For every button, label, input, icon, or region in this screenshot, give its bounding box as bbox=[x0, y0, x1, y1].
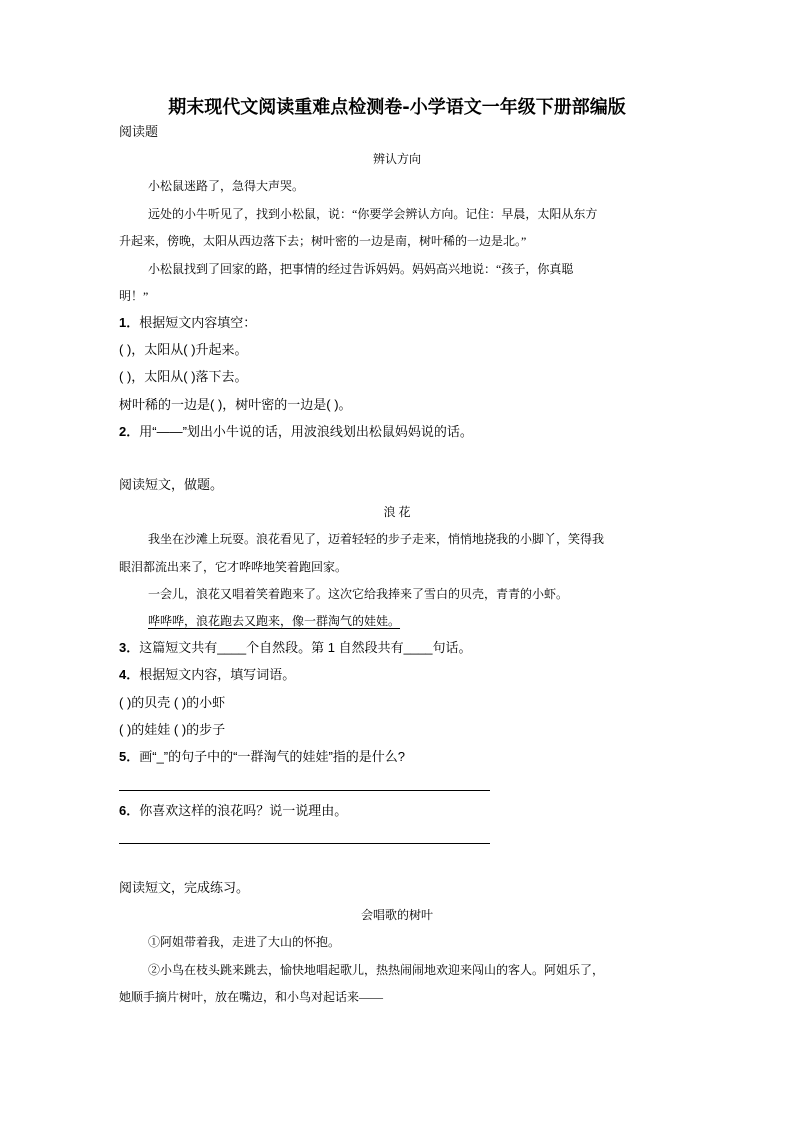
section2-heading: 阅读短文，做题。 bbox=[119, 477, 224, 492]
question-4 bbox=[119, 667, 295, 683]
question-text: 你喜欢这样的浪花吗？说一说理由。 bbox=[139, 803, 348, 818]
fill-blank-line: ( )，太阳从( )落下去。 bbox=[119, 369, 248, 384]
question-number: 2． bbox=[119, 424, 140, 439]
answer-line[interactable] bbox=[119, 790, 490, 791]
fill-blank-line: 树叶稀的一边是( )，树叶密的一边是( )。 bbox=[119, 397, 352, 412]
section3-paragraph: ①阿姐带着我，走进了大山的怀抱。 bbox=[148, 935, 341, 949]
section3-story-title: 会唱歌的树叶 bbox=[360, 908, 433, 922]
question-number: 6． bbox=[119, 803, 140, 818]
section3-paragraph: 她顺手摘片树叶，放在嘴边，和小鸟对起话来—— bbox=[119, 990, 384, 1004]
section2-story-title: 浪 花 bbox=[383, 505, 411, 519]
fill-blank-line: ( )的娃娃 ( )的步子 bbox=[119, 722, 226, 737]
section2-paragraph: 眼泪都流出来了，它才哗哗地笑着跑回家。 bbox=[119, 560, 348, 574]
section2-paragraph: 一会儿，浪花又唱着笑着跑来了。这次它给我捧来了雪白的贝壳，青青的小虾。 bbox=[148, 587, 569, 601]
question-text: 用“——”划出小牛说的话，用波浪线划出松鼠妈妈说的话。 bbox=[139, 424, 473, 439]
question-6 bbox=[119, 803, 347, 819]
section3-heading: 阅读短文，完成练习。 bbox=[119, 880, 250, 895]
section1-paragraph: 明！” bbox=[119, 289, 149, 303]
question-number: 5． bbox=[119, 749, 140, 764]
question-2 bbox=[119, 424, 473, 440]
question-text: 根据短文内容填空： bbox=[139, 315, 257, 330]
question-number: 3． bbox=[119, 640, 140, 655]
section1-paragraph: 远处的小牛听见了，找到小松鼠，说：“你要学会辨认方向。记住：早晨，太阳从东方 bbox=[148, 207, 598, 221]
page-title: 期末现代文阅读重难点检测卷-小学语文一年级下册部编版 bbox=[168, 97, 626, 118]
section1-story-title: 辨认方向 bbox=[372, 152, 421, 166]
question-5 bbox=[119, 749, 405, 765]
question-1 bbox=[119, 315, 256, 331]
question-number: 1． bbox=[119, 315, 140, 330]
question-text: 这篇短文共有____个自然段。第 1 自然段共有____句话。 bbox=[139, 640, 472, 655]
section2-underlined-sentence: 哗哗哗，浪花跑去又跑来，像一群淘气的娃娃。 bbox=[148, 614, 401, 628]
section1-paragraph: 升起来，傍晚，太阳从西边落下去；树叶密的一边是南，树叶稀的一边是北。” bbox=[119, 234, 527, 248]
question-text: 根据短文内容，填写词语。 bbox=[139, 667, 296, 682]
answer-line[interactable] bbox=[119, 843, 490, 844]
fill-blank-line: ( )，太阳从( )升起来。 bbox=[119, 342, 248, 357]
section3-paragraph: ②小鸟在枝头跳来跳去，愉快地唱起歌儿，热热闹闹地欢迎来闯山的客人。阿姐乐了， bbox=[148, 963, 605, 977]
section1-heading: 阅读题 bbox=[119, 124, 159, 139]
question-3 bbox=[119, 640, 472, 656]
section2-paragraph: 我坐在沙滩上玩耍。浪花看见了，迈着轻轻的步子走来，悄悄地挠我的小脚丫，笑得我 bbox=[148, 532, 605, 546]
section1-paragraph: 小松鼠迷路了，急得大声哭。 bbox=[148, 179, 305, 193]
question-text: 画“_”的句子中的“一群淘气的娃娃”指的是什么? bbox=[139, 749, 406, 764]
fill-blank-line: ( )的贝壳 ( )的小虾 bbox=[119, 695, 226, 710]
section1-paragraph: 小松鼠找到了回家的路，把事情的经过告诉妈妈。妈妈高兴地说：“孩子，你真聪 bbox=[148, 262, 574, 276]
question-number: 4． bbox=[119, 667, 140, 682]
